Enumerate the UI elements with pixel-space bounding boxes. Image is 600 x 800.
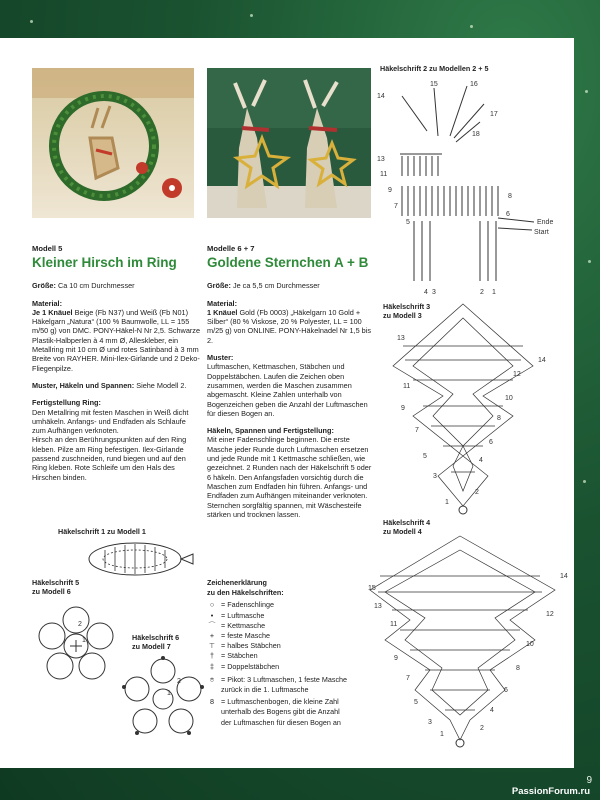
svg-text:3: 3	[428, 719, 432, 726]
chart3-star-diagram	[393, 296, 546, 516]
legend-text: = Stäbchen	[221, 651, 258, 661]
legend-text: = Kettmasche	[221, 620, 266, 630]
wreath-photo	[32, 68, 194, 218]
chart4-label: Häkelschrift 4 zu Modell 4	[383, 518, 431, 536]
material-label: Material:	[32, 298, 63, 308]
pattern-label: Muster, Häkeln und Spannen:	[32, 380, 135, 390]
picot-symbol: ⌾	[209, 674, 215, 684]
svg-text:10: 10	[505, 395, 513, 402]
chart2-deer-diagram	[372, 76, 572, 298]
svg-text:3: 3	[432, 289, 436, 296]
svg-text:5: 5	[423, 453, 427, 460]
legend-text: = Luftmasche	[221, 610, 265, 620]
svg-text:5: 5	[414, 699, 418, 706]
svg-text:7: 7	[406, 675, 410, 682]
legend-symbol: †	[210, 651, 214, 661]
svg-text:7: 7	[415, 427, 419, 434]
legend-title: Zeichenerklärung	[207, 578, 267, 587]
sparkle	[250, 14, 253, 17]
legend-item	[207, 621, 377, 631]
svg-text:13: 13	[397, 335, 405, 342]
svg-text:6: 6	[506, 211, 510, 218]
svg-text:18: 18	[472, 131, 480, 138]
svg-text:15: 15	[430, 81, 438, 88]
size-value: Ca 10 cm Durchmesser	[57, 281, 135, 291]
picot-text: = Pikot: 3 Luftmaschen, 1 feste Masche	[221, 674, 348, 684]
svg-text:10: 10	[526, 641, 534, 648]
bow-symbol: 8	[210, 697, 214, 707]
legend-symbol: ⊤	[208, 641, 216, 651]
svg-text:2: 2	[475, 489, 479, 496]
legend-subtitle: zu den Häkelschriften:	[207, 588, 284, 598]
svg-text:8: 8	[508, 193, 512, 200]
legend-text: = halbes Stäbchen	[221, 641, 281, 651]
svg-text:9: 9	[401, 405, 405, 412]
svg-text:11: 11	[390, 621, 398, 628]
svg-text:5: 5	[406, 219, 410, 226]
chart3-label: Häkelschrift 3 zu Modell 3	[383, 302, 431, 320]
finish-label: Häkeln, Spannen und Fertigstellung:	[207, 426, 334, 436]
material-text: Gold (Fb 0003) „Häkelgarn 10 Gold + Silber“ (80 % Viskose, 20 % Polyester, LL = 100 m/25 g) von ONLINE. PONY-Häkelnadel Nr 1,5 bis 2.	[207, 307, 371, 345]
svg-text:17: 17	[490, 111, 498, 118]
sparkle	[588, 260, 591, 263]
finish-label: Fertigstellung Ring:	[32, 398, 101, 408]
pattern-text: Siehe Modell 2.	[136, 380, 187, 390]
svg-text:2: 2	[480, 289, 484, 296]
svg-text:12: 12	[546, 611, 554, 618]
svg-text:9: 9	[388, 187, 392, 194]
legend-item	[207, 600, 377, 610]
svg-text:16: 16	[470, 81, 478, 88]
svg-text:14: 14	[377, 93, 385, 100]
model5-column	[32, 244, 200, 490]
sparkle	[583, 480, 586, 483]
legend-symbol: +	[209, 631, 215, 641]
svg-text:11: 11	[380, 171, 388, 178]
size-value: Je ca 5,5 cm Durchmesser	[232, 281, 320, 291]
deer-stars-photo	[207, 68, 371, 218]
finish-text-1: Den Metallring mit festen Maschen in Weiß dicht umhäkeln. Anfangs- und Endfaden als Schlaufe zum Aufhängen verknoten.	[32, 407, 189, 436]
material-text: Beige (Fb N37) und Weiß (Fb N01) Häkelgarn „Natura“ (100 % Baumwolle, LL = 155 m/50 g) von DMC. PONY-Häkel-N Nr 2,5. Schwarze Plastik-Halbperlen à 4 mm Ø, Alleskleber, ein Metallring mit 10 cm Ø und rotes Satinband à 3 mm Breite von RAYHER. Mini-Ilex-Girlande und 2 Deko-Fliegenpilze.	[32, 307, 201, 373]
model5-label: Modell 5	[32, 244, 63, 253]
sparkle	[470, 25, 473, 28]
ende-label: Ende	[537, 219, 554, 226]
svg-text:2: 2	[78, 621, 82, 628]
legend-symbol: •	[210, 610, 214, 620]
legend-symbol: ⌒	[208, 620, 216, 630]
bow-text-2: unterhalb des Bogens gibt die Anzahl	[221, 707, 340, 717]
svg-text:8: 8	[516, 665, 520, 672]
model67-title: Goldene Sternchen A + B	[207, 255, 369, 271]
svg-text:11: 11	[403, 383, 411, 390]
svg-text:15: 15	[368, 585, 376, 592]
legend-item	[207, 651, 377, 661]
site-watermark: PassionForum.ru	[511, 786, 590, 797]
start-label: Start	[534, 229, 549, 236]
page-number: 9	[586, 775, 592, 786]
chart2-label: Häkelschrift 2 zu Modellen 2 + 5	[380, 64, 489, 73]
chart5-star-diagram	[30, 600, 122, 692]
svg-text:13: 13	[374, 603, 382, 610]
svg-text:1: 1	[167, 690, 171, 697]
svg-text:8: 8	[497, 415, 501, 422]
bow-text-3: der Luftmaschen für diesen Bogen an	[221, 717, 341, 727]
svg-text:14: 14	[538, 357, 546, 364]
finish-text-2: Hirsch an den Berührungspunkten auf den Ring kleben. Pilze am Ring befestigen. Ilex-Girlande passend zuschneiden, rund biegen und auf den Ring kleben. Rote Schleife um den Hals des Hirschen binden.	[32, 435, 187, 482]
svg-text:2: 2	[177, 678, 181, 685]
legend-item	[207, 631, 377, 641]
svg-text:7: 7	[394, 203, 398, 210]
legend-text: = feste Masche	[221, 631, 270, 641]
chart4-star-diagram	[370, 530, 570, 755]
sparkle	[30, 20, 33, 23]
pattern-text: Luftmaschen, Kettmaschen, Stäbchen und Doppelstäbchen. Laufen die Zeichen oben zusammen, werden die Maschen zusammen abgemascht. Kleine Zahlen unterhalb von Bogenzeichen geben die Anzahl der Luftmaschen für diesen Bogen an.	[207, 362, 368, 418]
legend-text: = Doppelstäbchen	[221, 661, 280, 671]
svg-text:1: 1	[492, 289, 496, 296]
chart5-label: Häkelschrift 5 zu Modell 6	[32, 578, 80, 596]
sparkle	[585, 90, 588, 93]
model67-label: Modelle 6 + 7	[207, 244, 255, 253]
svg-text:12: 12	[513, 371, 521, 378]
size-label: Größe:	[207, 281, 231, 291]
svg-text:3: 3	[433, 473, 437, 480]
legend-item	[207, 641, 377, 651]
finish-text: Mit einer Fadenschlinge beginnen. Die erste Masche jeder Runde durch Luftmaschen ersetzen und jede Runde mit 1 Kettmasche schließen, wie gezeichnet. 2 Runden nach der Häkelschrift 5 oder 6 häkeln. Den Anfangsfaden vorsichtig durch die Maschen zum Endfaden hin führen. Anfangs- und Endfaden zum Aufhängen miteinander verknoten. Sternchen sorgfältig spannen, mit Wäschesteife stärken und trocknen lassen.	[207, 435, 372, 519]
svg-text:14: 14	[560, 573, 568, 580]
legend-symbol: ○	[209, 600, 215, 610]
svg-text:9: 9	[394, 655, 398, 662]
svg-text:2: 2	[480, 725, 484, 732]
legend-item	[207, 662, 377, 672]
legend-item	[207, 611, 377, 621]
svg-text:1: 1	[440, 731, 444, 738]
chart1-oval-diagram	[85, 538, 195, 580]
material-lead: Je 1 Knäuel	[32, 307, 73, 317]
svg-text:4: 4	[479, 457, 483, 464]
legend-symbol: ‡	[210, 661, 214, 671]
model5-title: Kleiner Hirsch im Ring	[32, 255, 177, 271]
bow-text-1: = Luftmaschenbogen, die kleine Zahl	[221, 697, 339, 707]
svg-text:13: 13	[377, 156, 385, 163]
svg-text:1: 1	[82, 637, 86, 644]
symbol-legend	[207, 578, 377, 728]
material-lead: 1 Knäuel	[207, 307, 238, 317]
chart1-label: Häkelschrift 1 zu Modell 1	[58, 527, 146, 536]
model67-column	[207, 244, 374, 527]
svg-text:6: 6	[504, 687, 508, 694]
svg-text:4: 4	[490, 707, 494, 714]
svg-text:6: 6	[489, 439, 493, 446]
size-label: Größe:	[32, 281, 56, 291]
legend-text: = Fadenschlinge	[221, 600, 274, 610]
svg-text:1: 1	[445, 499, 449, 506]
svg-text:4: 4	[424, 289, 428, 296]
chart6-label: Häkelschrift 6 zu Modell 7	[132, 633, 180, 651]
pattern-label: Muster:	[207, 353, 234, 363]
chart6-star-diagram	[117, 653, 209, 745]
material-label: Material:	[207, 298, 238, 308]
picot-text-2: zurück in die 1. Luftmasche	[221, 685, 309, 695]
